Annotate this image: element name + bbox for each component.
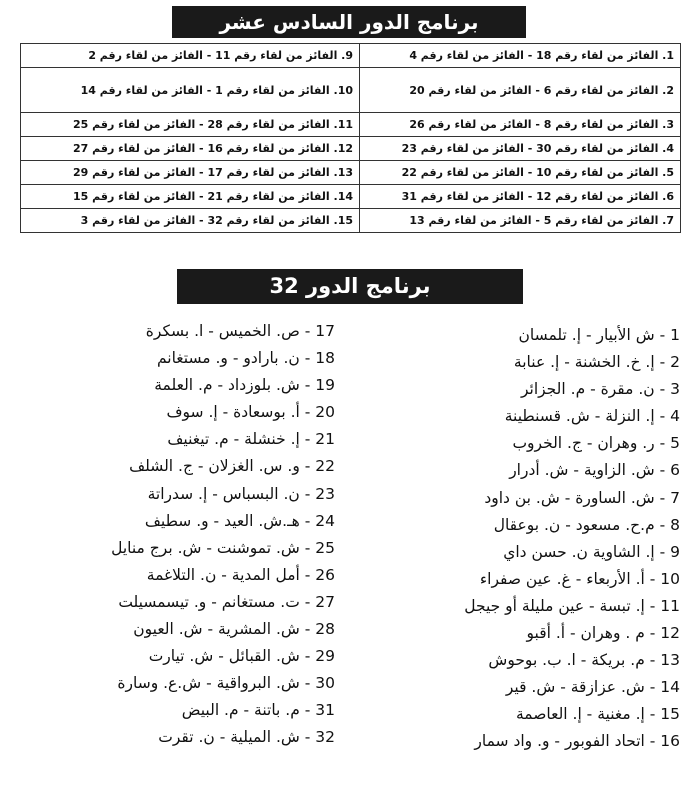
list-item: 24 - هـ.ش. العيد - و. سطيف (144, 511, 335, 530)
list-item: 4 - إ. النزلة - ش. قسنطينة (504, 407, 680, 426)
table-cell: 11. الفائز من لقاء رقم 28 - الفائز من لقاء رقم 25 (21, 113, 360, 137)
list-item: 6 - ش. الزاوية - ش. أدرار (509, 461, 680, 480)
round32-list-right (390, 322, 680, 756)
list-item: 5 - ر. وهران - ج. الخروب (512, 434, 680, 453)
table-cell: 15. الفائز من لقاء رقم 32 - الفائز من لقاء رقم 3 (21, 209, 360, 233)
list-item: 16 - اتحاد الفوبور - و. واد سمار (474, 732, 680, 751)
table-cell: 2. الفائز من لقاء رقم 6 - الفائز من لقاء رقم 20 (360, 68, 681, 113)
list-item: 29 - ش. القبائل - ش. تيارت (148, 647, 335, 666)
list-item: 25 - ش. تموشنت - ش. برج منايل (111, 538, 335, 557)
list-item: 11 - إ. تبسة - عين مليلة أو جيجل (464, 596, 680, 615)
list-item: 8 - م.ح. مسعود - ن. بوعقال (493, 515, 680, 534)
list-item: 3 - ن. مقرة - م. الجزائر (520, 380, 680, 399)
round16-title: برنامج الدور السادس عشر (172, 6, 526, 38)
round32-list-left (35, 318, 335, 752)
list-item: 7 - ش. الساورة - ش. بن داود (484, 488, 680, 507)
table-cell: 5. الفائز من لقاء رقم 10 - الفائز من لقاء رقم 22 (360, 161, 681, 185)
list-item: 14 - ش. عزازقة - ش. قير (505, 678, 680, 697)
list-item: 28 - ش. المشرية - ش. العيون (133, 620, 335, 639)
list-item: 26 - أمل المدية - ن. التلاغمة (146, 565, 335, 584)
table-cell: 9. الفائز من لقاء رقم 11 - الفائز من لقاء رقم 2 (21, 44, 360, 68)
list-item: 18 - ن. بارادو - و. مستغانم (156, 349, 335, 368)
table-cell: 10. الفائز من لقاء رقم 1 - الفائز من لقاء رقم 14 (21, 68, 360, 113)
table-cell: 12. الفائز من لقاء رقم 16 - الفائز من لقاء رقم 27 (21, 137, 360, 161)
table-cell: 7. الفائز من لقاء رقم 5 - الفائز من لقاء رقم 13 (360, 209, 681, 233)
list-item: 9 - إ. الشاوية ن. حسن داي (503, 542, 680, 561)
list-item: 12 - م . وهران - أ. أقبو (526, 624, 680, 643)
round32-title: برنامج الدور 32 (177, 269, 523, 304)
list-item: 30 - ش. البرواقية - ش.ع. وسارة (117, 674, 335, 693)
list-item: 2 - إ. خ. الخشنة - إ. عنابة (513, 353, 680, 372)
table-cell: 4. الفائز من لقاء رقم 30 - الفائز من لقاء رقم 23 (360, 137, 681, 161)
list-item: 20 - أ. بوسعادة - إ. سوف (166, 403, 335, 422)
list-item: 13 - م. بريكة - ا. ب. بوحوش (488, 651, 680, 670)
round16-table (20, 43, 681, 233)
list-item: 22 - و. س. الغزلان - ج. الشلف (129, 457, 335, 476)
list-item: 15 - إ. مغنية - إ. العاصمة (515, 705, 680, 724)
table-cell: 1. الفائز من لقاء رقم 18 - الفائز من لقاء رقم 4 (360, 44, 681, 68)
list-item: 32 - ش. الميلية - ن. تقرت (158, 728, 335, 747)
list-item: 1 - ش الأبيار - إ. تلمسان (518, 326, 680, 344)
list-item: 17 - ص. الخميس - ا. بسكرة (145, 322, 335, 340)
table-cell: 14. الفائز من لقاء رقم 21 - الفائز من لقاء رقم 15 (21, 185, 360, 209)
table-cell: 6. الفائز من لقاء رقم 12 - الفائز من لقاء رقم 31 (360, 185, 681, 209)
table-cell: 3. الفائز من لقاء رقم 8 - الفائز من لقاء رقم 26 (360, 113, 681, 137)
table-cell: 13. الفائز من لقاء رقم 17 - الفائز من لقاء رقم 29 (21, 161, 360, 185)
list-item: 31 - م. باتنة - م. البيض (181, 701, 335, 720)
list-item: 10 - أ. الأربعاء - غ. عين صفراء (479, 569, 680, 588)
list-item: 23 - ن. البسباس - إ. سدراتة (147, 484, 335, 503)
list-item: 21 - إ. خنشلة - م. تيغنيف (167, 430, 335, 449)
list-item: 27 - ت. مستغانم - و. تيسمسيلت (118, 592, 335, 611)
list-item: 19 - ش. بلوزداد - م. العلمة (154, 376, 335, 395)
